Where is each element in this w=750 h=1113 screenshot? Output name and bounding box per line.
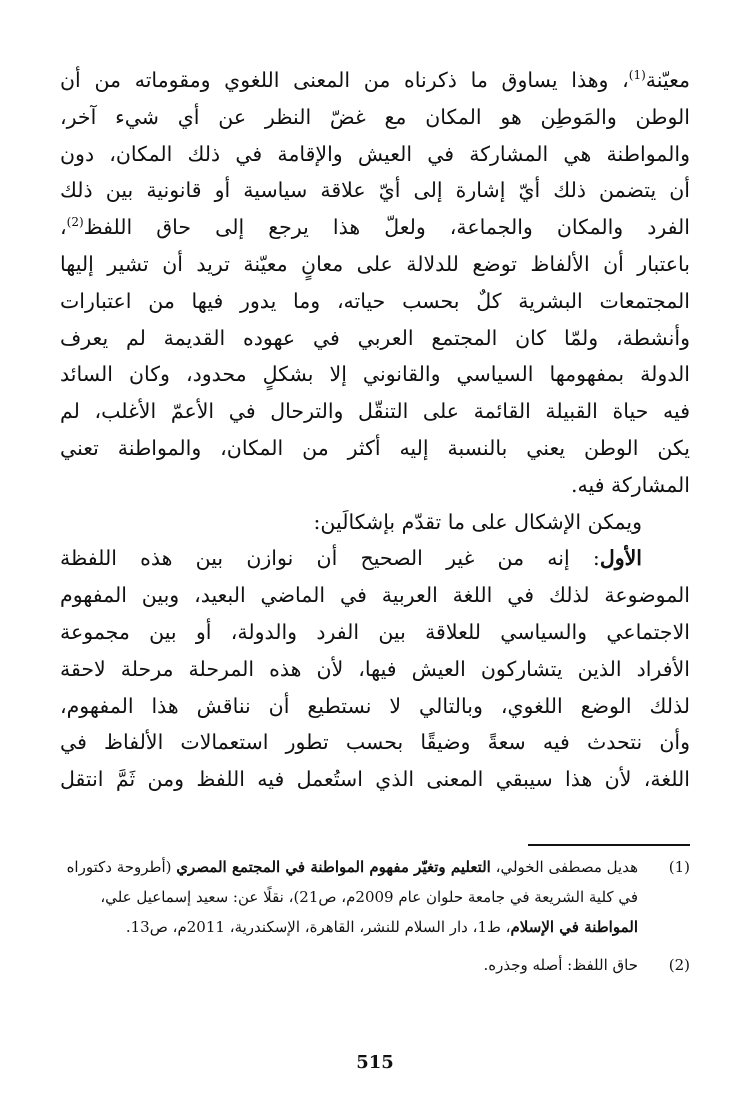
footnote-text: حاق اللفظ: أصله وجذره. <box>483 956 638 974</box>
footnote-2 <box>60 950 690 980</box>
text-line: يكن الوطن يعني بالنسبة إليه أكثر من المكان، والمواطنة تعني <box>60 435 690 460</box>
page-number: 515 <box>356 1052 394 1073</box>
text-line: الوطن والمَوطِن هو المكان مع غضّ النظر عن أي شيء آخر، <box>60 104 690 129</box>
footnote-1 <box>60 852 690 942</box>
footnote-divider <box>528 844 690 846</box>
footnote-source-title: المواطنة في الإسلام <box>510 918 638 936</box>
text-line: الدولة بمفهومها السياسي والقانوني إلا بشكلٍ محدود، وكان السائد <box>60 362 690 387</box>
text-line: ويمكن الإشكال على ما تقدّم بإشكالَين: <box>313 509 642 534</box>
footnote-ref: (1) <box>628 68 646 83</box>
text-line: الفرد والمكان والجماعة، ولعلّ هذا يرجع إلى حاق اللفظ$^{(2)}$، <box>60 215 690 240</box>
text-line: الأفراد الذين يتشاركون العيش فيها، لأن هذه المرحلة مرحلة لاحقة <box>60 656 690 681</box>
text-line: وأن نتحدث فيه سعةً وضيقًا بحسب تطور استعمالات الألفاظ في <box>60 730 690 755</box>
text-line: أن يتضمن ذلك أيّ إشارة إلى أيّ علاقة سياسية أو قانونية بين ذلك <box>60 178 690 203</box>
text-line: المشاركة فيه. <box>571 472 690 497</box>
text-line: الموضوعة لذلك في اللغة العربية في الماضي البعيد، وبين المفهوم <box>60 583 690 608</box>
text-line: المجتمعات البشرية كلٌ بحسب حياته، وما يدور فيها من اعتبارات <box>60 288 690 313</box>
footnote-number: (2) <box>668 956 690 974</box>
text-line: لذلك الوضع اللغوي، وبالتالي لا نستطيع أن نناقش هذا المفهوم، <box>60 693 690 718</box>
footnote-title: التعليم وتغيّر مفهوم المواطنة في المجتمع المصري <box>176 858 491 876</box>
footnote-number: (1) <box>668 858 690 876</box>
text-line: باعتبار أن الألفاظ توضع للدلالة على معانٍ معيّنة تريد أن تشير إليها <box>60 251 690 276</box>
footnote-text: هديل مصطفى الخولي، التعليم وتغيّر مفهوم المواطنة في المجتمع المصري (أطروحة دكتوراه في كلية الشريعة في جامعة حلوان عام 2009م، ص21)، نقلًا عن: سعيد إسماعيل علي، المواطنة في الإسلام، ط1، دار السلام للنشر، القاهرة، الإسكندرية، 2011م، ص13. <box>66 858 638 936</box>
point-heading: الأول <box>599 546 642 571</box>
footnote-ref: (2) <box>66 215 84 230</box>
text-line: الاجتماعي والسياسي للعلاقة بين الفرد والدولة، أو بين مجموعة <box>60 619 690 644</box>
text-line: فيه حياة القبيلة القائمة على التنقّل والترحال في الأعمّ الأغلب، لم <box>60 399 690 424</box>
footnotes <box>60 852 690 980</box>
text-line: معيّنة$^{(1)}$، وهذا يساوق ما ذكرناه من المعنى اللغوي ومقوماته من أن <box>60 68 690 92</box>
text-line: وأنشطة، ولمّا كان المجتمع العربي في عهوده القديمة لم يعرف <box>60 325 690 350</box>
text-line: اللغة، لأن هذا سيبقي المعنى الذي استُعمل فيه اللفظ ومن ثَمَّ انتقل <box>60 767 690 792</box>
text-line: الأول: إنه من غير الصحيح أن نوازن بين هذه اللفظة <box>60 546 642 571</box>
main-text <box>60 62 690 798</box>
text-line: والمواطنة هي المشاركة في العيش والإقامة في ذلك المكان، دون <box>60 141 690 166</box>
